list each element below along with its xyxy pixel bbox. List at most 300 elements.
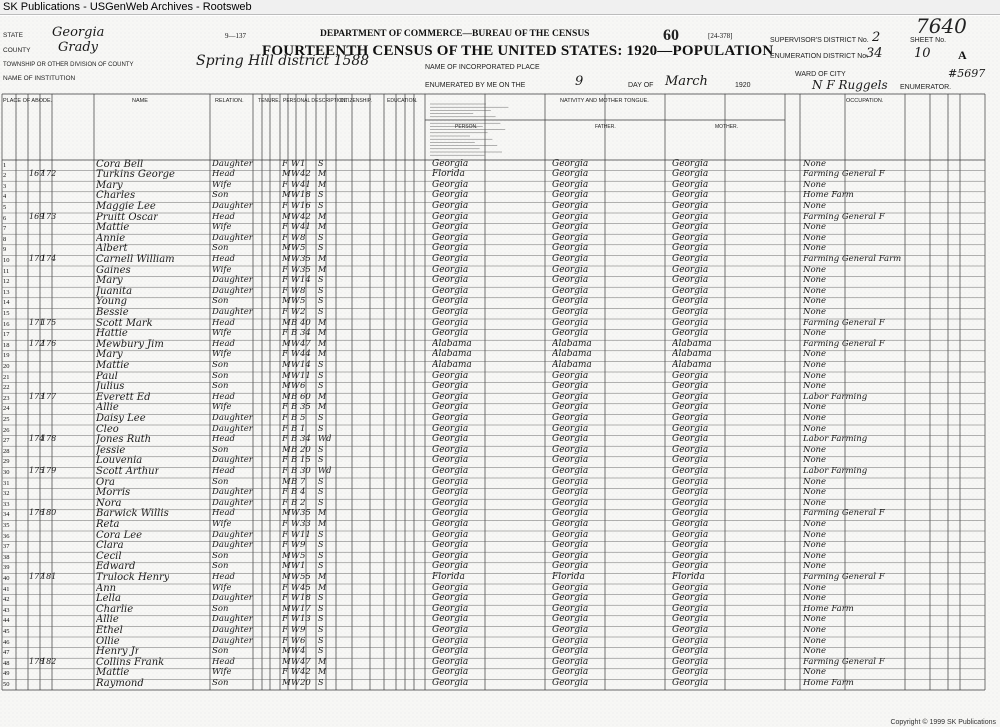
father-birthplace: Florida: [552, 571, 585, 582]
age: 6: [300, 381, 306, 392]
age: 2: [300, 497, 306, 508]
race: W: [291, 677, 300, 688]
father-birthplace: Georgia: [552, 667, 589, 678]
table-row: [0, 626, 985, 637]
stamp-number: 60: [663, 27, 679, 44]
marital-status: S: [318, 455, 324, 465]
marital-status: S: [318, 529, 324, 539]
table-row: [0, 489, 985, 500]
age: 47: [300, 656, 311, 667]
family-number: 182: [41, 656, 57, 666]
line-number: 42: [3, 596, 10, 604]
father-birthplace: Georgia: [552, 518, 589, 529]
sex: F: [282, 614, 288, 625]
line-number: 16: [3, 320, 10, 328]
father-birthplace: Georgia: [552, 222, 589, 233]
table-row: [0, 171, 985, 182]
race: W: [291, 540, 300, 551]
father-birthplace: Georgia: [552, 243, 589, 254]
mother-birthplace: Georgia: [672, 646, 709, 657]
race: W: [291, 211, 300, 222]
father-birthplace: Alabama: [552, 349, 592, 360]
sex: F: [282, 306, 288, 317]
sex: F: [282, 487, 288, 498]
person-name: Mewbury Jim: [96, 338, 164, 350]
occupation: None: [803, 444, 827, 455]
sex: M: [282, 169, 291, 180]
marital-status: S: [318, 296, 324, 306]
line-number: 38: [3, 553, 10, 561]
month-value: March: [665, 74, 708, 89]
sex: M: [282, 253, 291, 264]
relation: Son: [212, 476, 229, 487]
line-number: 29: [3, 458, 10, 466]
birthplace: Georgia: [432, 423, 469, 434]
occupation: None: [803, 200, 827, 211]
relation: Daughter: [212, 624, 253, 635]
marital-status: M: [318, 349, 327, 359]
mother-birthplace: Florida: [672, 571, 705, 582]
birthplace: Georgia: [432, 232, 469, 243]
father-birthplace: Georgia: [552, 465, 589, 476]
father-birthplace: Georgia: [552, 646, 589, 657]
race: B: [291, 487, 298, 498]
sex: M: [282, 211, 291, 222]
relation: Wife: [212, 402, 232, 413]
occupation: None: [803, 476, 827, 487]
age: 35: [300, 402, 311, 413]
institution-label: NAME OF INSTITUTION: [3, 75, 76, 82]
mother-birthplace: Alabama: [672, 338, 712, 349]
dwelling-number: 172: [29, 338, 45, 348]
family-number: 173: [41, 211, 57, 221]
line-number: 17: [3, 331, 10, 339]
relation: Head: [212, 211, 235, 222]
occupation: None: [803, 582, 827, 593]
birthplace: Georgia: [432, 518, 469, 529]
person-name: Cleo: [96, 423, 119, 435]
race: W: [291, 338, 300, 349]
marital-status: S: [318, 487, 324, 497]
mother-birthplace: Georgia: [672, 169, 709, 180]
mother-birthplace: Georgia: [672, 264, 709, 275]
age: 33: [300, 518, 311, 529]
age: 5: [300, 243, 306, 254]
occupation: None: [803, 359, 827, 370]
mother-birthplace: Alabama: [672, 359, 712, 370]
race: W: [291, 190, 300, 201]
age: 1: [300, 158, 306, 169]
relation: Head: [212, 656, 235, 667]
line-number: 37: [3, 543, 10, 551]
marital-status: S: [318, 243, 324, 253]
line-number: 5: [3, 203, 7, 211]
mother-birthplace: Georgia: [672, 677, 709, 688]
relation: Daughter: [212, 529, 253, 540]
sex: M: [282, 243, 291, 254]
marital-status: M: [318, 518, 327, 528]
marital-status: M: [318, 169, 327, 179]
race: W: [291, 656, 300, 667]
birthplace: Georgia: [432, 550, 469, 561]
birthplace: Georgia: [432, 317, 469, 328]
age: 44: [300, 349, 311, 360]
marital-status: S: [318, 635, 324, 645]
mother-birthplace: Georgia: [672, 455, 709, 466]
marital-status: S: [318, 624, 324, 634]
sex: M: [282, 296, 291, 307]
page-title: FOURTEENTH CENSUS OF THE UNITED STATES: 1920—POPULATION: [262, 43, 774, 59]
relation: Daughter: [212, 285, 253, 296]
father-birthplace: Georgia: [552, 190, 589, 201]
mother-birthplace: Georgia: [672, 614, 709, 625]
state-label: STATE: [3, 32, 23, 39]
relation: Son: [212, 381, 229, 392]
line-number: 24: [3, 405, 10, 413]
occupation: Home Farm: [803, 603, 854, 614]
ward-label: WARD OF CITY: [795, 71, 846, 78]
occupation: None: [803, 381, 827, 392]
father-birthplace: Georgia: [552, 487, 589, 498]
age: 35: [300, 508, 311, 519]
age: 4: [300, 646, 306, 657]
occupation: None: [803, 328, 827, 339]
table-row: [0, 287, 985, 298]
table-row: [0, 351, 985, 362]
relation: Daughter: [212, 200, 253, 211]
marital-status: S: [318, 359, 324, 369]
father-birthplace: Georgia: [552, 200, 589, 211]
age: 14: [300, 359, 311, 370]
race: W: [291, 285, 300, 296]
sheet-no-value: 10: [914, 46, 931, 61]
father-birthplace: Georgia: [552, 677, 589, 688]
age: 5: [300, 296, 306, 307]
occupation: None: [803, 243, 827, 254]
table-row: [0, 637, 985, 648]
birthplace: Georgia: [432, 243, 469, 254]
race: B: [291, 444, 298, 455]
race: W: [291, 624, 300, 635]
father-birthplace: Georgia: [552, 540, 589, 551]
age: 8: [300, 232, 306, 243]
race: W: [291, 243, 300, 254]
sex: F: [282, 518, 288, 529]
form-id: 9—137: [225, 32, 246, 40]
sex: M: [282, 561, 291, 572]
birthplace: Georgia: [432, 158, 469, 169]
marital-status: S: [318, 540, 324, 550]
marital-status: S: [318, 381, 324, 391]
age: 42: [300, 169, 311, 180]
marital-status: S: [318, 200, 324, 210]
relation: Daughter: [212, 497, 253, 508]
mother-birthplace: Georgia: [672, 603, 709, 614]
father-birthplace: Georgia: [552, 328, 589, 339]
mother-birthplace: Georgia: [672, 476, 709, 487]
sex: M: [282, 571, 291, 582]
birthplace: Georgia: [432, 635, 469, 646]
mother-birthplace: Georgia: [672, 328, 709, 339]
window-title: SK Publications - USGenWeb Archives - Rootsweb: [0, 0, 1000, 15]
line-number: 18: [3, 341, 10, 349]
line-number: 6: [3, 214, 7, 222]
relation: Son: [212, 646, 229, 657]
sex: M: [282, 550, 291, 561]
person-name: Edward: [96, 561, 136, 573]
sex: M: [282, 603, 291, 614]
person-name: Nora: [96, 497, 122, 509]
birthplace: Georgia: [432, 328, 469, 339]
mother-birthplace: Georgia: [672, 635, 709, 646]
occupation: Farming General Farm: [803, 253, 902, 264]
birthplace: Georgia: [432, 275, 469, 286]
father-birthplace: Georgia: [552, 381, 589, 392]
birthplace: Georgia: [432, 624, 469, 635]
birthplace: Georgia: [432, 603, 469, 614]
race: B: [291, 391, 298, 402]
line-number: 1: [3, 161, 7, 169]
colgroup-abode: PLACE OF ABODE.: [3, 98, 53, 104]
table-row: [0, 234, 985, 245]
mother-birthplace: Georgia: [672, 370, 709, 381]
race: B: [291, 402, 298, 413]
sex: M: [282, 370, 291, 381]
occupation: Farming General F: [803, 211, 885, 222]
line-number: 43: [3, 606, 10, 614]
age: 16: [300, 200, 311, 211]
relation: Head: [212, 317, 235, 328]
birthplace: Georgia: [432, 614, 469, 625]
sex: F: [282, 200, 288, 211]
line-number: 9: [3, 246, 7, 254]
sex: F: [282, 179, 288, 190]
supervisor-label: SUPERVISOR'S DISTRICT No.: [770, 37, 869, 44]
sex: F: [282, 328, 288, 339]
father-birthplace: Georgia: [552, 593, 589, 604]
race: W: [291, 200, 300, 211]
sex: M: [282, 338, 291, 349]
person-name: Everett Ed: [96, 391, 151, 403]
relation: Head: [212, 508, 235, 519]
sex: M: [282, 391, 291, 402]
person-name: Raymond: [96, 677, 144, 689]
mother-birthplace: Georgia: [672, 582, 709, 593]
age: 11: [300, 370, 311, 381]
occupation: None: [803, 497, 827, 508]
enumerated-label: ENUMERATED BY ME ON THE: [425, 82, 526, 89]
occupation: Farming General F: [803, 656, 885, 667]
sex: F: [282, 582, 288, 593]
relation: Wife: [212, 264, 232, 275]
person-name: Charlie: [96, 603, 134, 615]
enumeration-value: 34: [866, 46, 883, 61]
line-number: 25: [3, 415, 10, 423]
person-name: Barwick Willis: [96, 508, 169, 520]
marital-status: S: [318, 370, 324, 380]
occupation: Farming General F: [803, 317, 885, 328]
table-row: [0, 266, 985, 277]
age: 15: [300, 455, 311, 466]
race: W: [291, 635, 300, 646]
sex: F: [282, 540, 288, 551]
line-number: 15: [3, 309, 10, 317]
relation: Daughter: [212, 412, 253, 423]
occupation: None: [803, 349, 827, 360]
sex: F: [282, 402, 288, 413]
mother-birthplace: Georgia: [672, 434, 709, 445]
person-name: Carnell William: [96, 253, 175, 265]
race: W: [291, 264, 300, 275]
marital-status: S: [318, 550, 324, 560]
person-name: Jessie: [96, 444, 126, 456]
person-name: Ora: [96, 476, 115, 488]
relation: Son: [212, 190, 229, 201]
sex: F: [282, 455, 288, 466]
age: 35: [300, 253, 311, 264]
marital-status: M: [318, 222, 327, 232]
birthplace: Georgia: [432, 222, 469, 233]
census-sheet: [0, 16, 1000, 727]
marital-status: S: [318, 190, 324, 200]
father-birthplace: Georgia: [552, 232, 589, 243]
relation: Wife: [212, 667, 232, 678]
age: 20: [300, 677, 311, 688]
occupation: None: [803, 232, 827, 243]
marital-status: M: [318, 338, 327, 348]
relation: Son: [212, 296, 229, 307]
person-name: Scott Mark: [96, 317, 153, 329]
person-name: Pruitt Oscar: [96, 211, 159, 223]
line-number: 14: [3, 299, 10, 307]
table-row: [0, 361, 985, 372]
father-birthplace: Georgia: [552, 296, 589, 307]
age: 6: [300, 635, 306, 646]
race: W: [291, 275, 300, 286]
father-birthplace: Georgia: [552, 550, 589, 561]
sex: F: [282, 264, 288, 275]
family-number: 174: [41, 253, 57, 263]
line-number: 39: [3, 564, 10, 572]
sex: F: [282, 423, 288, 434]
family-number: 176: [41, 338, 57, 348]
relation: Wife: [212, 328, 232, 339]
person-name: Henry Jr: [96, 646, 140, 658]
person-name: Bessie: [96, 306, 129, 318]
occupation: None: [803, 222, 827, 233]
incorporated-label: NAME OF INCORPORATED PLACE: [425, 64, 540, 71]
relation: Son: [212, 243, 229, 254]
person-name: Annie: [96, 232, 126, 244]
mother-birthplace: Georgia: [672, 253, 709, 264]
mother-birthplace: Georgia: [672, 423, 709, 434]
relation: Daughter: [212, 614, 253, 625]
birthplace: Georgia: [432, 465, 469, 476]
birthplace: Georgia: [432, 561, 469, 572]
birthplace: Georgia: [432, 391, 469, 402]
birthplace: Georgia: [432, 444, 469, 455]
line-number: 2: [3, 172, 7, 180]
age: 7: [300, 476, 306, 487]
occupation: None: [803, 550, 827, 561]
father-birthplace: Georgia: [552, 635, 589, 646]
father-birthplace: Georgia: [552, 370, 589, 381]
person-name: Young: [96, 296, 128, 308]
family-number: 172: [41, 169, 57, 179]
person-name: Scott Arthur: [96, 465, 160, 477]
birthplace: Georgia: [432, 476, 469, 487]
race: W: [291, 349, 300, 360]
race: B: [291, 476, 298, 487]
sex: F: [282, 529, 288, 540]
race: W: [291, 550, 300, 561]
line-number: 41: [3, 585, 10, 593]
sex: F: [282, 412, 288, 423]
race: B: [291, 317, 298, 328]
race: W: [291, 518, 300, 529]
race: B: [291, 328, 298, 339]
dwelling-number: 178: [29, 656, 45, 666]
relation: Daughter: [212, 423, 253, 434]
relation: Head: [212, 169, 235, 180]
birthplace: Georgia: [432, 667, 469, 678]
person-name: Lella: [96, 593, 121, 605]
line-number: 22: [3, 384, 10, 392]
relation: Daughter: [212, 455, 253, 466]
enumeration-label: ENUMERATION DISTRICT No.: [770, 53, 869, 60]
person-name: Cora Bell: [96, 158, 144, 170]
father-birthplace: Georgia: [552, 529, 589, 540]
marital-status: M: [318, 667, 327, 677]
line-number: 32: [3, 490, 10, 498]
sex: M: [282, 317, 291, 328]
relation: Head: [212, 434, 235, 445]
race: W: [291, 370, 300, 381]
age: 41: [300, 222, 311, 233]
mother-birthplace: Georgia: [672, 402, 709, 413]
line-number: 4: [3, 193, 7, 201]
person-name: Trulock Henry: [96, 571, 170, 583]
line-number: 49: [3, 670, 10, 678]
age: 42: [300, 667, 311, 678]
birthplace: Georgia: [432, 646, 469, 657]
occupation: None: [803, 264, 827, 275]
mother-birthplace: Georgia: [672, 667, 709, 678]
age: 18: [300, 593, 311, 604]
line-number: 8: [3, 235, 7, 243]
department-heading: DEPARTMENT OF COMMERCE—BUREAU OF THE CENSUS: [320, 29, 590, 39]
colgroup-nativity: NATIVITY AND MOTHER TONGUE.: [560, 98, 649, 104]
race: B: [291, 412, 298, 423]
family-number: 179: [41, 465, 57, 475]
father-birthplace: Georgia: [552, 508, 589, 519]
occupation: None: [803, 635, 827, 646]
sex: F: [282, 635, 288, 646]
colgroup-personal: PERSONAL DESCRIPTION.: [283, 98, 347, 104]
person-name: Maggie Lee: [96, 200, 156, 212]
table-row: [0, 679, 985, 690]
line-number: 28: [3, 447, 10, 455]
race: W: [291, 232, 300, 243]
table-row: [0, 542, 985, 553]
sex: F: [282, 434, 288, 445]
occupation: Home Farm: [803, 677, 854, 688]
marital-status: S: [318, 497, 324, 507]
race: W: [291, 667, 300, 678]
age: 1: [300, 561, 306, 572]
marital-status: M: [318, 179, 327, 189]
mother-birthplace: Georgia: [672, 444, 709, 455]
